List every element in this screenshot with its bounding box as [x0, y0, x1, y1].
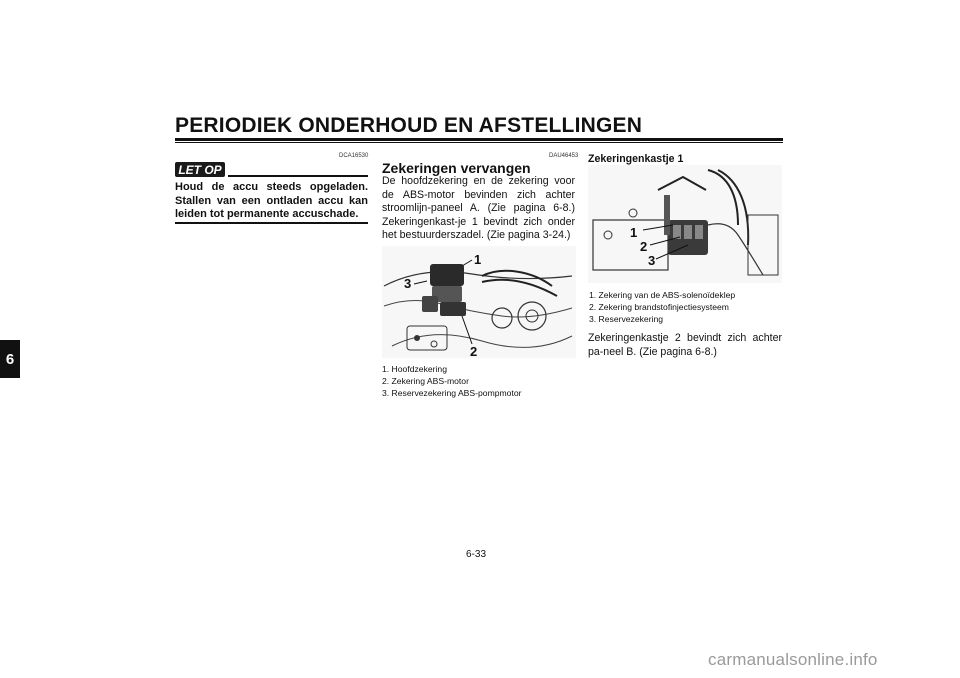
- fusebox-illustration: [588, 165, 782, 283]
- figure2-callout-1: 1: [630, 225, 638, 240]
- main-fuse-figure: [382, 246, 576, 358]
- caption-item: 1. Hoofdzekering: [382, 364, 447, 374]
- caption-item: 1. Zekering van de ABS-solenoïdeklep: [589, 290, 736, 300]
- notice-rule-top: [228, 175, 368, 177]
- watermark-link[interactable]: carmanualsonline.info: [708, 650, 878, 669]
- caption-item: 3. Reservezekering ABS-pompmotor: [382, 388, 522, 399]
- page-title: PERIODIEK ONDERHOUD EN AFSTELLINGEN: [175, 114, 643, 137]
- caption-item: 2. Zekering brandstofinjectiesysteem: [589, 302, 729, 313]
- figure2-captions: [589, 289, 789, 326]
- fusebox-figure: [588, 165, 782, 283]
- figure1-callout-1: 1: [474, 252, 482, 267]
- caption-item: 3. Reservezekering: [589, 314, 664, 325]
- section-code: DAU46453: [549, 153, 579, 159]
- figure1-captions: [382, 363, 582, 400]
- notice-badge: LET OP: [175, 162, 225, 177]
- notice-code: DCA16530: [339, 153, 369, 159]
- chapter-tab: [0, 340, 20, 378]
- section-heading: Zekeringen vervangen: [382, 160, 531, 176]
- figure2-callout-3: 3: [648, 253, 656, 268]
- notice-rule-bottom: [175, 222, 368, 224]
- page-number: 6-33: [466, 549, 487, 560]
- caption-item: 2. Zekering ABS-motor: [382, 376, 469, 387]
- fusebox-paragraph: Zekeringenkastje 2 bevindt zich achter pa-neel B. (Zie pagina 6-8.): [588, 332, 782, 358]
- figure2-callout-2: 2: [640, 239, 648, 254]
- figure1-callout-3: 3: [404, 276, 412, 291]
- title-rule: [175, 138, 783, 141]
- chapter-number: 6: [5, 350, 15, 368]
- figure1-callout-2: 2: [470, 344, 478, 358]
- main-fuse-illustration: [382, 246, 576, 358]
- fusebox-heading: Zekeringenkastje 1: [588, 153, 684, 165]
- notice-text: Houd de accu steeds opgeladen. Stallen van een ontladen accu kan leiden tot permanente accuschade.: [175, 181, 368, 220]
- title-rule-thin: [175, 142, 783, 143]
- section-paragraph: De hoofdzekering en de zekering voor de ABS-motor bevinden zich achter stroomlijn-paneel A. (Zie pagina 6-8.) Zekeringenkast-je 1 bevindt zich onder het bestuurderszadel. (Zie pagina 3-24.): [382, 175, 575, 242]
